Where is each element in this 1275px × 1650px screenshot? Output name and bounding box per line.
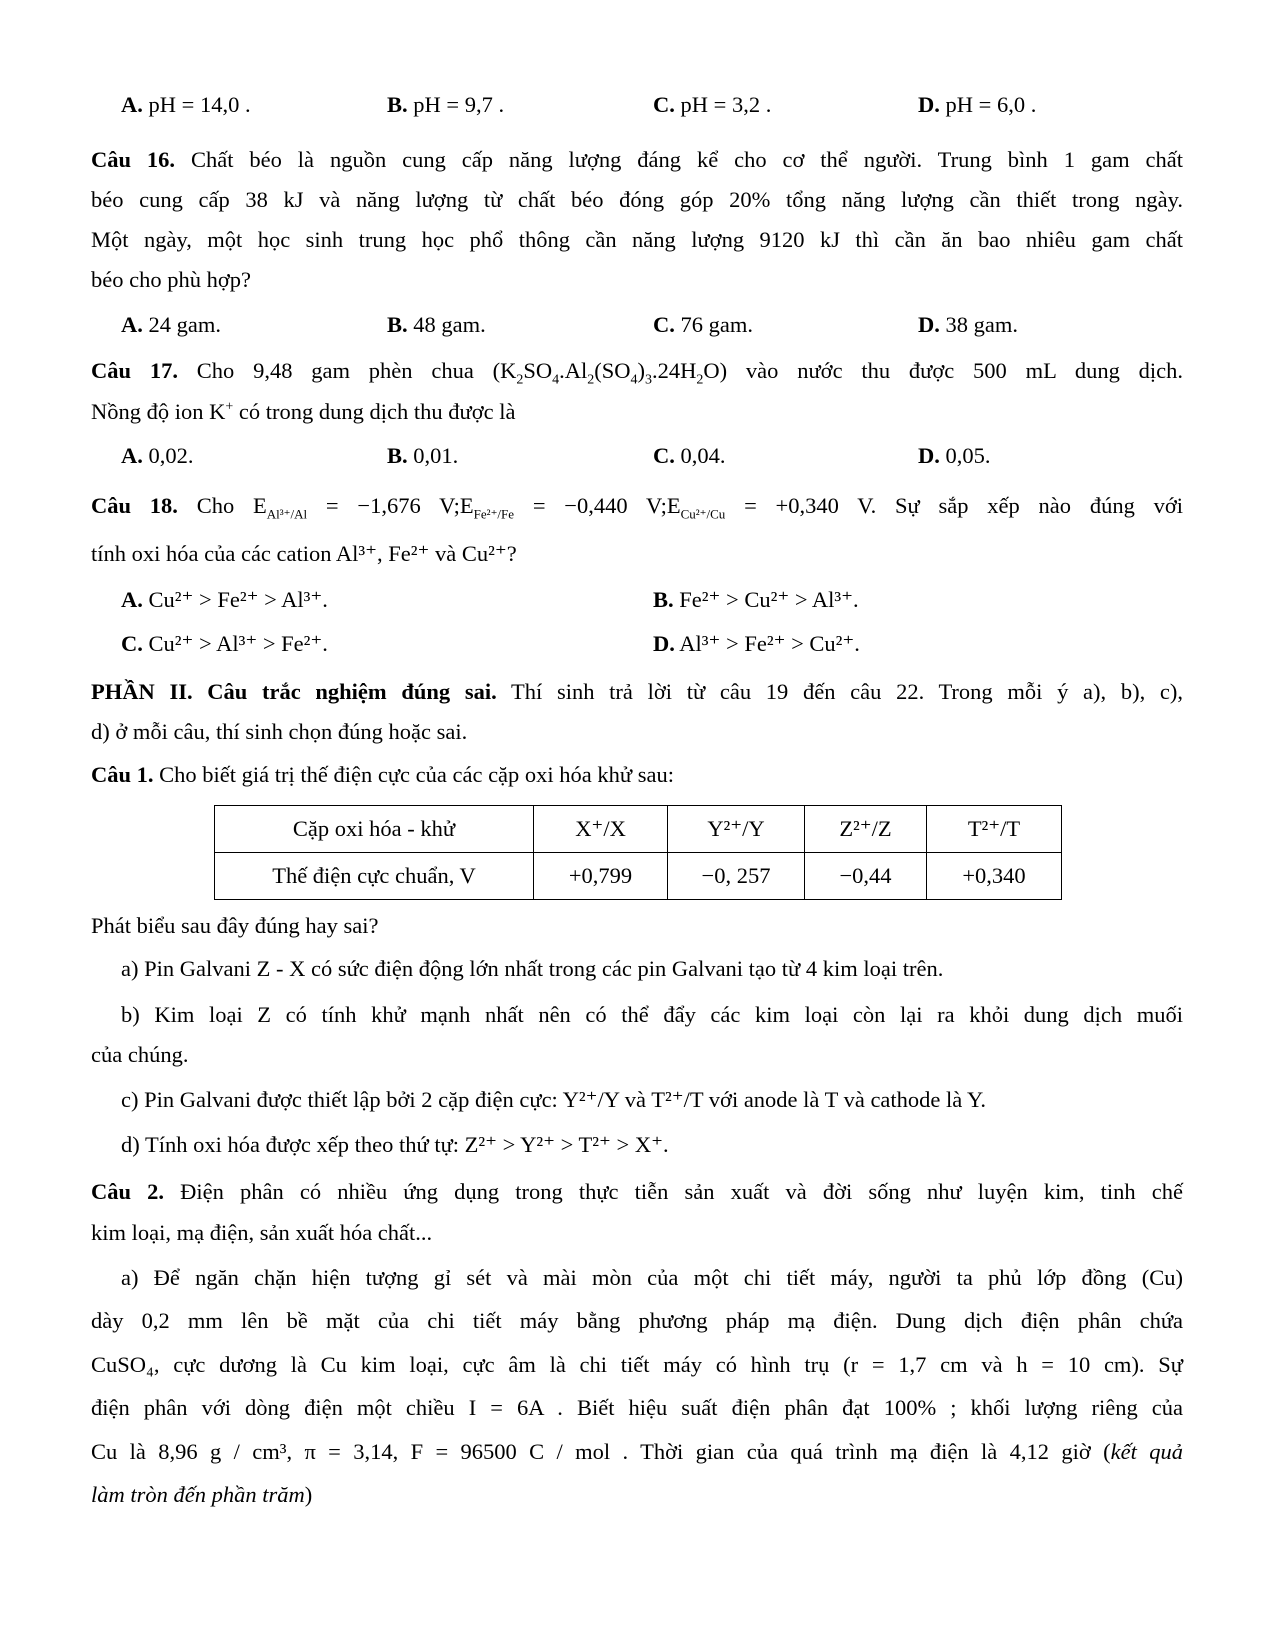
- table-cell: Cặp oxi hóa - khử: [215, 806, 534, 853]
- table-cell: −0, 257: [668, 853, 805, 900]
- q17-option-c: C. 0,04.: [653, 443, 726, 468]
- q15-option-d: D. pH = 6,0 .: [918, 92, 1037, 117]
- q15-option-c: C. pH = 3,2 .: [653, 92, 772, 117]
- table-cell: +0,340: [927, 853, 1062, 900]
- q16-option-d: D. 38 gam.: [918, 312, 1018, 337]
- c1-intro: Câu 1. Cho biết giá trị thế điện cực của các cặp oxi hóa khử sau:: [91, 762, 674, 787]
- c2-a-line-1: a) Để ngăn chặn hiện tượng gỉ sét và mài mòn của một chi tiết máy, người ta phủ lớp đồng (Cu): [121, 1265, 1183, 1290]
- c2-a-line-2: dày 0,2 mm lên bề mặt của chi tiết máy bằng phương pháp mạ điện. Dung dịch điện phân chứa: [91, 1308, 1183, 1333]
- table-cell: −0,44: [805, 853, 927, 900]
- q16-label: Câu 16.: [91, 147, 176, 172]
- table-cell: Z²⁺/Z: [805, 806, 927, 853]
- q18-option-b: B. Fe²⁺ > Cu²⁺ > Al³⁺.: [653, 587, 859, 612]
- c1-statement-d: d) Tính oxi hóa được xếp theo thứ tự: Z²⁺ > Y²⁺ > T²⁺ > X⁺.: [121, 1132, 669, 1157]
- part2-line-1: PHẦN II. Câu trắc nghiệm đúng sai. Thí sinh trả lời từ câu 19 đến câu 22. Trong mỗi ý a), b), c),: [91, 679, 1183, 704]
- q17-option-a: A. 0,02.: [121, 443, 194, 468]
- table-row: [215, 806, 1062, 853]
- c2-a-line-6: làm tròn đến phần trăm): [91, 1482, 313, 1507]
- c2-a-line-3: CuSO₄, cực dương là Cu kim loại, cực âm là chi tiết máy có hình trụ (r = 1,7 cm và h = 10 cm). Sự: [91, 1352, 1183, 1377]
- table-cell: Thế điện cực chuẩn, V: [215, 853, 534, 900]
- table-row: [215, 853, 1062, 900]
- c1-statement-a: a) Pin Galvani Z - X có sức điện động lớn nhất trong các pin Galvani tạo từ 4 kim loại trên.: [121, 956, 944, 981]
- q15-option-a: A. pH = 14,0 .: [121, 92, 251, 117]
- c1-statement-b: b) Kim loại Z có tính khử mạnh nhất nên có thể đẩy các kim loại còn lại ra khỏi dung dịch muối: [121, 1002, 1183, 1027]
- q17-option-d: D. 0,05.: [918, 443, 991, 468]
- q16-option-b: B. 48 gam.: [387, 312, 486, 337]
- c1-statement-b-cont: của chúng.: [91, 1042, 189, 1067]
- q17-line-1: Câu 17. Cho 9,48 gam phèn chua $(K_2SO_4.Al_2(SO_4)_3.24H_2O)$ vào nước thu được 500 mL dung dịch.: [91, 358, 1183, 388]
- q18-option-d: D. Al³⁺ > Fe²⁺ > Cu²⁺.: [653, 631, 860, 656]
- q16-option-a: A. 24 gam.: [121, 312, 221, 337]
- q16-line-4: béo cho phù hợp?: [91, 267, 251, 292]
- q17-option-b: B. 0,01.: [387, 443, 459, 468]
- q17-line-2: Nồng độ ion K+ có trong dung dịch thu được là: [91, 399, 516, 424]
- q18-line-1: Câu 18. Cho $E_{Al^{3+}/Al} = -1,676$ $V;E_{Fe^{2+}/Fe} = -0,440$ $V;E_{Cu^{2+}/Cu} = +0,340$ V. Sự sắp xếp nào đúng với: [91, 493, 1184, 522]
- q18-line-2: tính oxi hóa của các cation Al³⁺, Fe²⁺ và Cu²⁺?: [91, 541, 517, 566]
- q16-option-c: C. 76 gam.: [653, 312, 753, 337]
- part2-heading: PHẦN II. Câu trắc nghiệm đúng sai.: [91, 679, 497, 704]
- c2-line-1: Câu 2. Điện phân có nhiều ứng dụng trong thực tiễn sản xuất và đời sống như luyện kim, tinh chế: [91, 1179, 1184, 1204]
- table-cell: +0,799: [534, 853, 668, 900]
- c2-a-line-5: Cu là 8,96 g / cm³, π = 3,14, F = 96500 C / mol . Thời gian của quá trình mạ điện là 4,12 giờ (kết quả: [91, 1439, 1184, 1464]
- part2-line-2: d) ở mỗi câu, thí sinh chọn đúng hoặc sai.: [91, 719, 468, 744]
- table-cell: X⁺/X: [534, 806, 668, 853]
- q18-option-c: C. Cu²⁺ > Al³⁺ > Fe²⁺.: [121, 631, 328, 656]
- c1-statement-c: c) Pin Galvani được thiết lập bởi 2 cặp điện cực: Y²⁺/Y và T²⁺/T với anode là T và cathode là Y.: [121, 1087, 987, 1112]
- q16-line-3: Một ngày, một học sinh trung học phổ thông cần năng lượng 9120 kJ thì cần ăn bao nhiêu gam chất: [91, 227, 1183, 252]
- q16-line-1: Câu 16. Chất béo là nguồn cung cấp năng lượng đáng kể cho cơ thể người. Trung bình 1 gam chất: [91, 147, 1183, 172]
- table-cell: T²⁺/T: [927, 806, 1062, 853]
- q15-option-b: B. pH = 9,7 .: [387, 92, 505, 117]
- c2-line-2: kim loại, mạ điện, sản xuất hóa chất...: [91, 1220, 433, 1245]
- q18-option-a: A. Cu²⁺ > Fe²⁺ > Al³⁺.: [121, 587, 328, 612]
- table-cell: Y²⁺/Y: [668, 806, 805, 853]
- c2-a-line-4: điện phân với dòng điện một chiều I = 6A . Biết hiệu suất điện phân đạt 100% ; khối lượng riêng của: [91, 1395, 1183, 1420]
- q16-line-2: béo cung cấp 38 kJ và năng lượng từ chất béo đóng góp 20% tổng năng lượng cần thiết trong ngày.: [91, 187, 1183, 212]
- c1-prompt: Phát biểu sau đây đúng hay sai?: [91, 913, 379, 938]
- electrode-potential-table: [214, 805, 1062, 900]
